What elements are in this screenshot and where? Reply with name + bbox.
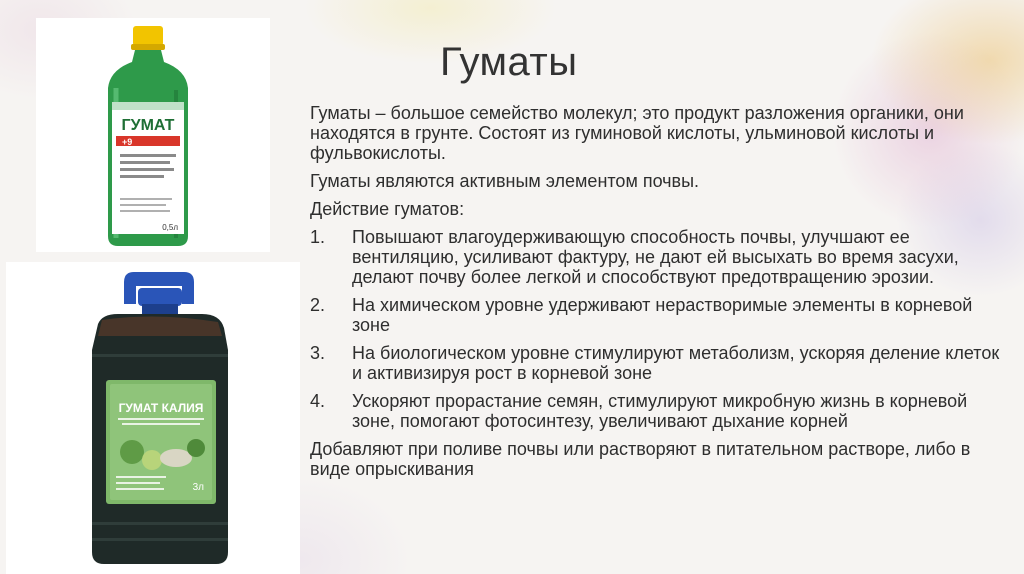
active-element-paragraph: Гуматы являются активным элементом почвы. bbox=[310, 171, 700, 191]
list-item-number: 3. bbox=[310, 343, 326, 363]
list-item-text: Повышают влагоудерживающую способность почвы, улучшают ее вентиляцию, усиливают фактуру, не дают ей высыхать во время засухи, делают почву более легкой и способствуют предотвращению эрозии. bbox=[352, 227, 959, 287]
list-item-text: На биологическом уровне стимулируют метаболизм, ускоряя деление клеток и активизируя рост в корневой зоне bbox=[352, 343, 1000, 383]
list-item bbox=[310, 227, 1000, 287]
slide-title: Гуматы bbox=[440, 40, 578, 84]
action-list bbox=[310, 227, 1000, 431]
list-item bbox=[310, 391, 1000, 431]
intro-paragraph: Гуматы – большое семейство молекул; это продукт разложения органики, они находятся в грунте. Состоят из гуминовой кислоты, ульминовой кислоты и фульвокислоты. bbox=[310, 103, 964, 163]
list-item-text: Ускоряют прорастание семян, стимулируют микробную жизнь в корневой зоне, помогают фотосинтезу, увеличивают дыхание корней bbox=[352, 391, 968, 431]
list-item bbox=[310, 295, 1000, 335]
list-item-text: На химическом уровне удерживают нерастворимые элементы в корневой зоне bbox=[352, 295, 973, 335]
list-item-number: 2. bbox=[310, 295, 326, 315]
canister-label-name: ГУМАТ КАЛИЯ bbox=[118, 401, 204, 415]
list-item-number: 1. bbox=[310, 227, 326, 247]
bottle-top-badge: +9 bbox=[122, 137, 133, 147]
dark-canister-image bbox=[6, 262, 300, 574]
list-item bbox=[310, 343, 1000, 383]
bottle-top-label-name: ГУМАТ bbox=[121, 117, 175, 134]
product-photo-top bbox=[36, 18, 270, 252]
slide-content bbox=[310, 103, 1000, 487]
product-photo-bottom bbox=[6, 262, 300, 574]
closing-paragraph: Добавляют при поливе почвы или растворяют в питательном растворе, либо в виде опрыскивания bbox=[310, 439, 971, 479]
list-item-number: 4. bbox=[310, 391, 326, 411]
action-heading: Действие гуматов: bbox=[310, 199, 465, 219]
canister-volume: 3л bbox=[192, 482, 204, 493]
bottle-top-volume: 0,5л bbox=[162, 223, 178, 232]
green-bottle-image bbox=[36, 18, 270, 252]
